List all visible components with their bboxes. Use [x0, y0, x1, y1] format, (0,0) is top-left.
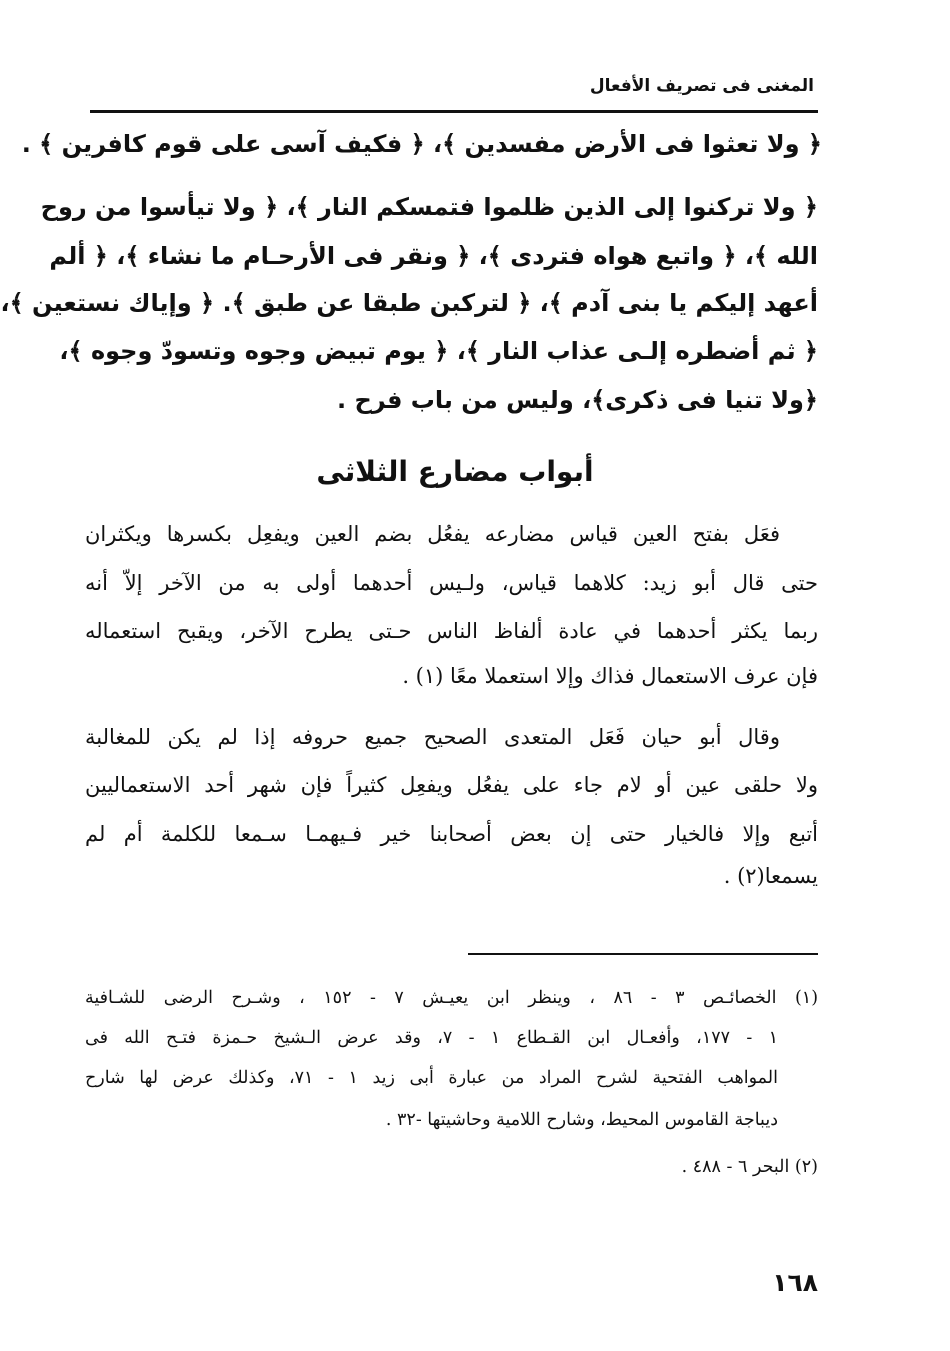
paragraph-line: أتبع وإلا فالخيار حتى إن بعض أصحابنا خير فـيهمـا سـمعا للكلمة أم لم: [85, 822, 818, 846]
quran-line: ﴿ ولا تعثوا فى الأرض مفسدين ﴾، ﴿ فكيف آسى على قوم كافرين ﴾ .: [21, 130, 822, 158]
quran-line: ﴿ولا تنيا فى ذكرى﴾، وليس من باب فرح .: [337, 386, 818, 414]
paragraph-line: فإن عرف الاستعمال فذاك وإلا استعملا معًا (١) .: [402, 664, 818, 688]
quran-line: الله ﴾، ﴿ واتبع هواه فتردى ﴾، ﴿ ونقر فى الأرحـام ما نشاء ﴾، ﴿ ألم: [49, 242, 818, 270]
paragraph-line: ولا حلقى عين أو لام جاء على يفعُل ويفعِل كثيراً فإن شهر أحد الاستعماليين: [85, 773, 818, 797]
page-number: ١٦٨: [772, 1268, 818, 1297]
running-header: [90, 70, 818, 113]
quran-line: أعهد إليكم يا بنى آدم ﴾، ﴿ لتركبن طبقا عن طبق ﴾. ﴿ وإياك نستعين ﴾،: [0, 289, 818, 317]
paragraph-line: حتى قال أبو زيد: كلاهما قياس، ولـيس أحدهما أولى به من الآخر إلاّ أنه: [85, 571, 818, 595]
footnote-separator: [468, 953, 818, 955]
footnote-line: ١ - ١٧٧، وأفعـال ابن القـطاع ١ - ٧، وقد عرض الـشيخ حـمزة فتـح الله فى: [85, 1028, 778, 1048]
quran-line: ﴿ ولا تركنوا إلى الذين ظلموا فتمسكم النار ﴾، ﴿ ولا تيأسوا من روح: [40, 193, 818, 221]
running-header-title: المغنى فى تصريف الأفعال: [589, 76, 814, 96]
footnote-line: (٢) البحر ٦ - ٤٨٨ .: [681, 1157, 818, 1177]
paragraph-line: يسمعا(٢) .: [723, 864, 818, 888]
section-heading: أبواب مضارع الثلاثى: [316, 455, 594, 488]
footnote-line: (١) الخصائـص ٣ - ٨٦ ، وينظر ابن يعيـش ٧ - ١٥٢ ، وشـرح الرضى للشـافية: [85, 988, 819, 1008]
footnote-line: المواهب الفتحية لشرح المراد من عبارة أبى زيد ١ - ٧١، وكذلك عرض لها شارح: [85, 1068, 778, 1088]
paragraph-line: فعَل بفتح العين قياس مضارعه يفعُل بضم العين ويفعِل بكسرها ويكثران: [85, 522, 780, 546]
paragraph-line: ربما يكثر أحدهما في عادة ألفاظ الناس حـتى يطرح الآخر، ويقبح استعماله: [85, 619, 818, 643]
paragraph-line: وقال أبو حيان فَعَل المتعدى الصحيح جميع حروفه إذا لم يكن للمغالبة: [85, 725, 780, 749]
footnote-line: ديباجة القاموس المحيط، وشارح اللامية وحاشيتها -٣٢ .: [385, 1110, 778, 1130]
quran-line: ﴿ ثم أضطره إلـى عذاب النار ﴾، ﴿ يوم تبيض وجوه وتسودّ وجوه ﴾،: [59, 337, 818, 365]
